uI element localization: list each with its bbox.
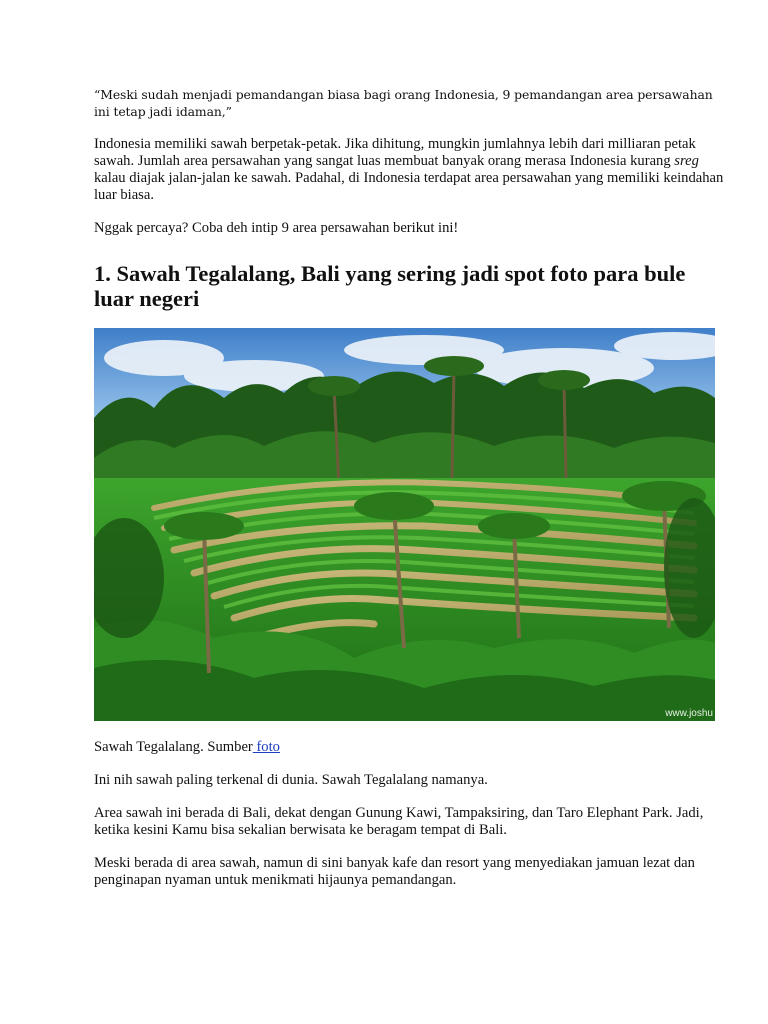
section-paragraph-1: Ini nih sawah paling terkenal di dunia. Sawah Tegalalang namanya. bbox=[94, 772, 488, 788]
rice-terrace-photo bbox=[94, 328, 715, 721]
source-photo-link[interactable]: foto bbox=[252, 739, 280, 755]
intro-quote: “Meski sudah menjadi pemandangan biasa bagi orang Indonesia, 9 pemandangan area persawahan ini tetap jadi idaman,” bbox=[94, 87, 713, 119]
section-heading: 1. Sawah Tegalalang, Bali yang sering jadi spot foto para bule luar negeri bbox=[94, 261, 686, 311]
intro-paragraph-italic: sreg bbox=[674, 153, 699, 169]
section-paragraph-3: Meski berada di area sawah, namun di sini banyak kafe dan resort yang menyediakan jamuan lezat dan penginapan nyaman untuk menikmati hijaunya pemandangan. bbox=[94, 855, 695, 888]
intro-paragraph-text: Indonesia memiliki sawah berpetak-petak. Jika dihitung, mungkin jumlahnya lebih dari milliaran petak sawah. Jumlah area persawahan yang sangat luas membuat banyak orang merasa Indonesia kurang bbox=[94, 136, 696, 169]
document-page bbox=[94, 86, 724, 905]
intro-paragraph bbox=[94, 136, 724, 204]
rice-terrace-illustration bbox=[94, 328, 715, 721]
teaser-paragraph: Nggak percaya? Coba deh intip 9 area persawahan berikut ini! bbox=[94, 220, 459, 236]
intro-paragraph-text-end: kalau diajak jalan-jalan ke sawah. Padahal, di Indonesia terdapat area persawahan yang memiliki keindahan luar biasa. bbox=[94, 170, 724, 203]
image-caption bbox=[94, 739, 724, 756]
image-watermark: www.joshu bbox=[665, 708, 713, 719]
image-caption-text: Sawah Tegalalang. Sumber bbox=[94, 739, 253, 755]
section-paragraph-2: Area sawah ini berada di Bali, dekat dengan Gunung Kawi, Tampaksiring, dan Taro Elephant Park. Jadi, ketika kesini Kamu bisa sekalian berwisata ke beragam tempat di Bali. bbox=[94, 805, 704, 838]
